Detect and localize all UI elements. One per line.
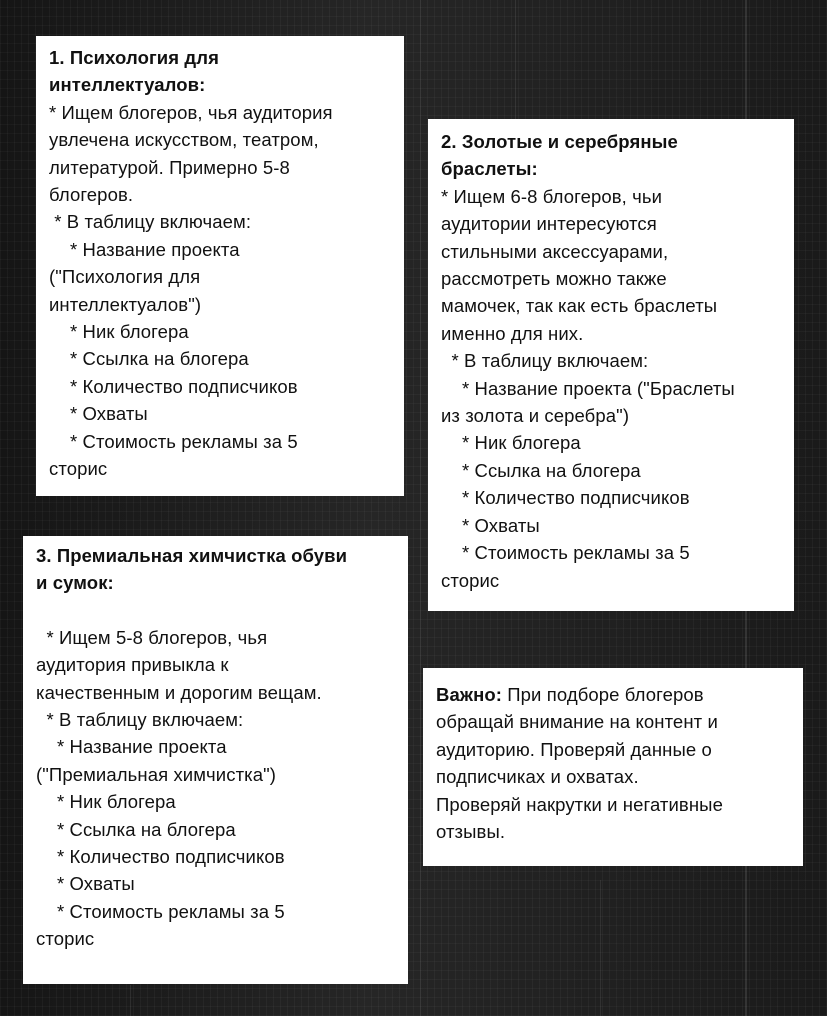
card-text-line: * Ссылка на блогера <box>441 459 641 481</box>
card-text-line: * Стоимость рекламы за 5 <box>441 542 690 564</box>
card-text-line: сторис <box>441 569 500 591</box>
card-text-line: стильными аксессуарами, <box>441 240 669 262</box>
card-title-line: и сумок: <box>36 572 114 594</box>
card-text-line: * В таблицу включаем: <box>441 350 649 372</box>
important-note-card <box>423 668 803 866</box>
card-text-line: * Название проекта ("Браслеты <box>441 377 735 399</box>
card-text-line: * Ссылка на блогера <box>49 348 249 370</box>
card-text-line: качественным и дорогим вещам. <box>36 681 322 703</box>
task-card-psychology <box>36 36 404 496</box>
card-text-line: * Ссылка на блогера <box>36 818 236 840</box>
card-text-line: * Ник блогера <box>36 791 176 813</box>
card-title-line: 1. Психология для <box>49 47 220 68</box>
card-text-line: * Охваты <box>36 873 135 895</box>
task-card-bracelets <box>428 119 794 611</box>
card-text-line: отзывы. <box>436 821 506 843</box>
card-text-line: блогеров. <box>49 184 134 206</box>
card-text-line: * Название проекта <box>49 238 240 260</box>
card-text-line: * Ищем блогеров, чья аудитория <box>49 101 333 123</box>
note-text: При подборе блогеров <box>502 684 704 705</box>
card-title-line: 3. Премиальная химчистка обуви <box>36 545 348 566</box>
card-title-line: интеллектуалов: <box>49 74 206 96</box>
card-title-line: браслеты: <box>441 158 538 180</box>
card-text-line: ("Психология для <box>49 266 201 288</box>
task-card-dry-cleaning <box>23 536 408 984</box>
card-text-line: * Количество подписчиков <box>49 375 298 397</box>
card-text-line: * Ищем 6-8 блогеров, чьи <box>441 185 663 207</box>
important-label: Важно: <box>436 684 503 705</box>
card-text-line: * Стоимость рекламы за 5 <box>49 430 298 452</box>
card-text-line: мамочек, так как есть браслеты <box>441 295 718 317</box>
scratch-line <box>420 0 421 1016</box>
card-text-line: аудитории интересуются <box>441 213 657 235</box>
card-text-line: * Количество подписчиков <box>36 846 285 868</box>
blank-line <box>36 597 408 624</box>
card-text-line: сторис <box>36 928 95 950</box>
card-text-line: литературой. Примерно 5-8 <box>49 156 290 178</box>
card-text-line: * Охваты <box>441 514 540 536</box>
card-text-line: обращай внимание на контент и <box>436 711 718 733</box>
card-text-line: * Ник блогера <box>49 321 189 343</box>
card-text-line: увлечена искусством, театром, <box>49 129 319 151</box>
card-text-line: * Количество подписчиков <box>441 487 690 509</box>
card-text-line: * В таблицу включаем: <box>49 211 252 233</box>
card-text-line: интеллектуалов") <box>49 293 202 315</box>
card-text-line: аудитория привыкла к <box>36 654 229 676</box>
card-text-line: * Название проекта <box>36 736 227 758</box>
card-text-line: Проверяй накрутки и негативные <box>436 793 723 815</box>
scratch-line <box>600 880 601 1016</box>
card-text-line: рассмотреть можно также <box>441 268 667 290</box>
card-text-line: * Ник блогера <box>441 432 581 454</box>
card-text-line: * В таблицу включаем: <box>36 709 244 731</box>
card-text-line <box>436 681 803 708</box>
card-text-line: * Стоимость рекламы за 5 <box>36 900 285 922</box>
card-text-line: * Охваты <box>49 403 148 425</box>
scratch-line <box>130 985 131 1016</box>
card-text-line: подписчиках и охватах. <box>436 766 639 788</box>
card-text-line: * Ищем 5-8 блогеров, чья <box>36 626 268 648</box>
card-text-line: аудиторию. Проверяй данные о <box>436 738 712 760</box>
card-text-line: сторис <box>49 458 108 480</box>
card-text-line: из золота и серебра") <box>441 405 630 427</box>
scratch-line <box>515 0 516 120</box>
card-title-line: 2. Золотые и серебряные <box>441 131 678 152</box>
card-text-line: именно для них. <box>441 322 584 344</box>
card-text-line: ("Премиальная химчистка") <box>36 763 277 785</box>
